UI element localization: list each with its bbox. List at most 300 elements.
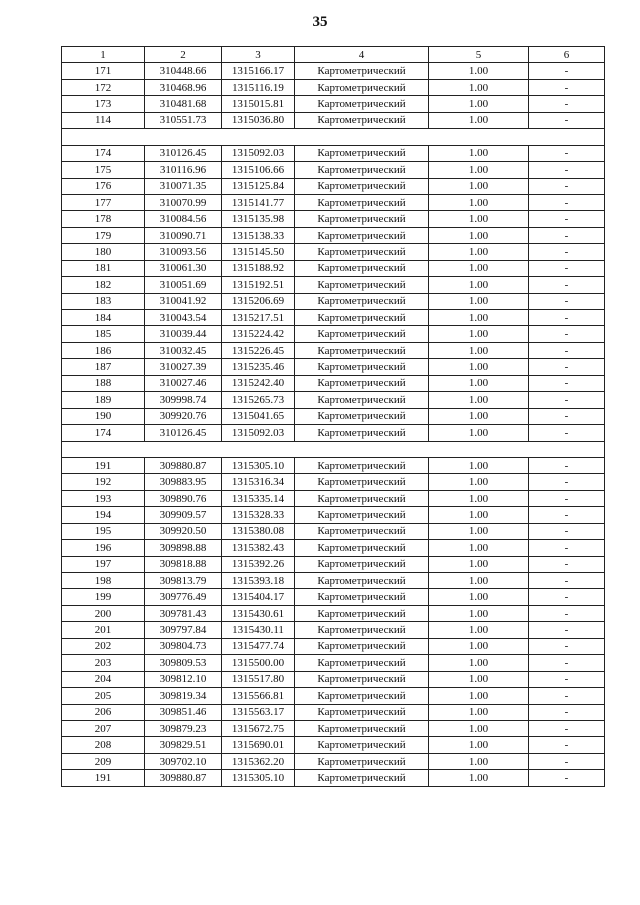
header-cell: 3: [222, 47, 295, 63]
table-cell: 171: [62, 63, 145, 79]
table-cell: 309920.50: [145, 523, 222, 539]
table-cell: -: [529, 425, 605, 441]
table-row: [62, 556, 605, 572]
table-cell: -: [529, 737, 605, 753]
table-cell: 1.00: [429, 96, 529, 112]
table-cell: 309920.76: [145, 408, 222, 424]
table-cell: -: [529, 408, 605, 424]
table-cell: -: [529, 178, 605, 194]
table-cell: 1.00: [429, 244, 529, 260]
table-cell: -: [529, 507, 605, 523]
table-cell: -: [529, 540, 605, 556]
table-cell: 309804.73: [145, 638, 222, 654]
table-row: [62, 425, 605, 441]
table-cell: Картометрический: [295, 540, 429, 556]
table-cell: 1315224.42: [222, 326, 295, 342]
table-cell: 1315316.34: [222, 474, 295, 490]
separator-row: [62, 129, 605, 145]
table-cell: -: [529, 145, 605, 161]
table-cell: Картометрический: [295, 211, 429, 227]
table-cell: 309781.43: [145, 605, 222, 621]
table-cell: Картометрический: [295, 720, 429, 736]
table-cell: 1.00: [429, 79, 529, 95]
table-cell: 172: [62, 79, 145, 95]
table-cell: 1315226.45: [222, 342, 295, 358]
table-cell: -: [529, 293, 605, 309]
table-cell: 1315092.03: [222, 425, 295, 441]
table-row: [62, 737, 605, 753]
table-cell: Картометрический: [295, 310, 429, 326]
table-cell: -: [529, 688, 605, 704]
table-cell: Картометрический: [295, 523, 429, 539]
table-cell: 310468.96: [145, 79, 222, 95]
table-cell: 1315242.40: [222, 375, 295, 391]
table-cell: -: [529, 359, 605, 375]
table-cell: 310041.92: [145, 293, 222, 309]
table-cell: Картометрический: [295, 605, 429, 621]
table-cell: 1.00: [429, 375, 529, 391]
table-cell: 1315380.08: [222, 523, 295, 539]
table-cell: 309702.10: [145, 753, 222, 769]
table-cell: 310093.56: [145, 244, 222, 260]
table-cell: 1315041.65: [222, 408, 295, 424]
table-row: [62, 457, 605, 473]
table-cell: Картометрический: [295, 375, 429, 391]
table-cell: 1.00: [429, 671, 529, 687]
table-row: [62, 244, 605, 260]
table-cell: 1315393.18: [222, 573, 295, 589]
table-cell: Картометрический: [295, 342, 429, 358]
table-cell: 175: [62, 162, 145, 178]
table-cell: 1315235.46: [222, 359, 295, 375]
table-cell: 1315305.10: [222, 770, 295, 786]
table-cell: 1315188.92: [222, 260, 295, 276]
table-cell: 192: [62, 474, 145, 490]
table-row: [62, 573, 605, 589]
table-cell: 1315092.03: [222, 145, 295, 161]
table-cell: 1315328.33: [222, 507, 295, 523]
table-cell: 180: [62, 244, 145, 260]
table-cell: 1315145.50: [222, 244, 295, 260]
table-cell: 191: [62, 770, 145, 786]
table-row: [62, 753, 605, 769]
table-cell: -: [529, 474, 605, 490]
table-cell: 202: [62, 638, 145, 654]
table-cell: 1.00: [429, 194, 529, 210]
table-cell: 1315430.61: [222, 605, 295, 621]
table-row: [62, 622, 605, 638]
table-cell: -: [529, 622, 605, 638]
table-cell: 1315166.17: [222, 63, 295, 79]
table-cell: -: [529, 79, 605, 95]
table-cell: -: [529, 244, 605, 260]
table-cell: 177: [62, 194, 145, 210]
table-cell: 1.00: [429, 589, 529, 605]
table-cell: 1.00: [429, 408, 529, 424]
table-cell: Картометрический: [295, 63, 429, 79]
table-cell: 1.00: [429, 770, 529, 786]
table-cell: -: [529, 96, 605, 112]
table-cell: Картометрический: [295, 474, 429, 490]
table-cell: 194: [62, 507, 145, 523]
table-row: [62, 655, 605, 671]
table-cell: 1.00: [429, 178, 529, 194]
table-row: [62, 589, 605, 605]
table-cell: -: [529, 638, 605, 654]
table-cell: 309776.49: [145, 589, 222, 605]
separator-cell: [62, 441, 605, 457]
table-row: [62, 704, 605, 720]
table-cell: Картометрический: [295, 178, 429, 194]
table-cell: 1.00: [429, 573, 529, 589]
header-cell: 6: [529, 47, 605, 63]
table-cell: 201: [62, 622, 145, 638]
table-cell: Картометрический: [295, 655, 429, 671]
table-cell: -: [529, 277, 605, 293]
table-cell: -: [529, 605, 605, 621]
table-header: [62, 47, 605, 63]
table-cell: 1.00: [429, 638, 529, 654]
table-row: [62, 211, 605, 227]
table-row: [62, 112, 605, 128]
table-cell: 176: [62, 178, 145, 194]
table-cell: Картометрический: [295, 753, 429, 769]
table-row: [62, 688, 605, 704]
table-cell: 179: [62, 227, 145, 243]
table-cell: 200: [62, 605, 145, 621]
table-row: [62, 605, 605, 621]
table-cell: 183: [62, 293, 145, 309]
table-cell: 195: [62, 523, 145, 539]
table-cell: Картометрический: [295, 260, 429, 276]
table-cell: 310448.66: [145, 63, 222, 79]
table-cell: 208: [62, 737, 145, 753]
table-cell: 1315265.73: [222, 392, 295, 408]
table-row: [62, 194, 605, 210]
table-row: [62, 638, 605, 654]
header-cell: 2: [145, 47, 222, 63]
table-cell: 309829.51: [145, 737, 222, 753]
table-cell: 1.00: [429, 507, 529, 523]
table-row: [62, 326, 605, 342]
table-row: [62, 227, 605, 243]
table-cell: 1315036.80: [222, 112, 295, 128]
table-cell: -: [529, 720, 605, 736]
table-row: [62, 260, 605, 276]
table-row: [62, 671, 605, 687]
table-cell: -: [529, 753, 605, 769]
table-cell: 1.00: [429, 425, 529, 441]
table-cell: -: [529, 770, 605, 786]
table-cell: 189: [62, 392, 145, 408]
table-cell: 114: [62, 112, 145, 128]
table-cell: 1.00: [429, 540, 529, 556]
table-cell: 1.00: [429, 63, 529, 79]
table-cell: 196: [62, 540, 145, 556]
table-cell: 191: [62, 457, 145, 473]
table-cell: 310070.99: [145, 194, 222, 210]
table-cell: 1.00: [429, 556, 529, 572]
table-cell: 1.00: [429, 342, 529, 358]
table-row: [62, 490, 605, 506]
table-cell: 1.00: [429, 277, 529, 293]
table-cell: -: [529, 523, 605, 539]
table-cell: Картометрический: [295, 770, 429, 786]
table-row: [62, 720, 605, 736]
table-cell: 1.00: [429, 704, 529, 720]
table-cell: 309890.76: [145, 490, 222, 506]
table-row: [62, 770, 605, 786]
table-cell: 1315192.51: [222, 277, 295, 293]
table-cell: 1.00: [429, 474, 529, 490]
table-cell: Картометрический: [295, 638, 429, 654]
table-row: [62, 178, 605, 194]
page-number: 35: [312, 14, 328, 30]
table-cell: 310481.68: [145, 96, 222, 112]
table-cell: 173: [62, 96, 145, 112]
table-cell: 204: [62, 671, 145, 687]
table-cell: 309812.10: [145, 671, 222, 687]
table-row: [62, 474, 605, 490]
table-cell: -: [529, 63, 605, 79]
table-cell: 1.00: [429, 688, 529, 704]
table-cell: 1.00: [429, 605, 529, 621]
table-cell: Картометрический: [295, 408, 429, 424]
table-row: [62, 540, 605, 556]
table-row: [62, 507, 605, 523]
table-cell: -: [529, 310, 605, 326]
table-cell: Картометрический: [295, 326, 429, 342]
table-cell: 1.00: [429, 753, 529, 769]
table-row: [62, 342, 605, 358]
table-cell: 310051.69: [145, 277, 222, 293]
table-cell: 1.00: [429, 227, 529, 243]
table-cell: 309880.87: [145, 457, 222, 473]
table-cell: 1315206.69: [222, 293, 295, 309]
table-row: [62, 79, 605, 95]
table-cell: Картометрический: [295, 194, 429, 210]
table-row: [62, 310, 605, 326]
table-cell: 309909.57: [145, 507, 222, 523]
table-row: [62, 408, 605, 424]
table-cell: 1315305.10: [222, 457, 295, 473]
table-cell: -: [529, 227, 605, 243]
table-cell: Картометрический: [295, 589, 429, 605]
table-cell: 1315116.19: [222, 79, 295, 95]
table-cell: -: [529, 260, 605, 276]
table-cell: Картометрический: [295, 556, 429, 572]
table-cell: Картометрический: [295, 737, 429, 753]
table-cell: -: [529, 490, 605, 506]
table-cell: 187: [62, 359, 145, 375]
table-cell: -: [529, 342, 605, 358]
table-cell: 174: [62, 145, 145, 161]
table-cell: 1.00: [429, 260, 529, 276]
table-cell: Картометрический: [295, 162, 429, 178]
table-cell: Картометрический: [295, 425, 429, 441]
table-cell: 1.00: [429, 392, 529, 408]
table-cell: 184: [62, 310, 145, 326]
separator-row: [62, 441, 605, 457]
table-cell: 1.00: [429, 457, 529, 473]
table-cell: 1.00: [429, 490, 529, 506]
table-cell: 1315335.14: [222, 490, 295, 506]
table-row: [62, 392, 605, 408]
table-cell: -: [529, 112, 605, 128]
table-cell: 310027.39: [145, 359, 222, 375]
table-cell: 1315392.26: [222, 556, 295, 572]
table-cell: 310039.44: [145, 326, 222, 342]
table-cell: 178: [62, 211, 145, 227]
table-cell: -: [529, 194, 605, 210]
table-cell: 193: [62, 490, 145, 506]
table-cell: 310126.45: [145, 425, 222, 441]
table-cell: 1.00: [429, 655, 529, 671]
table-cell: Картометрический: [295, 145, 429, 161]
table-cell: 1.00: [429, 112, 529, 128]
table-cell: Картометрический: [295, 293, 429, 309]
table-row: [62, 145, 605, 161]
table-cell: -: [529, 392, 605, 408]
table-cell: Картометрический: [295, 507, 429, 523]
table-cell: 1.00: [429, 310, 529, 326]
table-cell: 309898.88: [145, 540, 222, 556]
table-row: [62, 277, 605, 293]
table-cell: 1315672.75: [222, 720, 295, 736]
table-cell: 1.00: [429, 622, 529, 638]
table-cell: 209: [62, 753, 145, 769]
table-cell: 309809.53: [145, 655, 222, 671]
table-cell: 190: [62, 408, 145, 424]
table-cell: 174: [62, 425, 145, 441]
table-cell: 1315563.17: [222, 704, 295, 720]
table-cell: 309879.23: [145, 720, 222, 736]
table-cell: Картометрический: [295, 490, 429, 506]
table-cell: -: [529, 589, 605, 605]
table-cell: 310090.71: [145, 227, 222, 243]
table-cell: -: [529, 671, 605, 687]
table-cell: Картометрический: [295, 244, 429, 260]
table-cell: 181: [62, 260, 145, 276]
table-cell: -: [529, 375, 605, 391]
table-cell: 1315517.80: [222, 671, 295, 687]
table-cell: 309813.79: [145, 573, 222, 589]
table-cell: -: [529, 573, 605, 589]
table-cell: 310084.56: [145, 211, 222, 227]
table-cell: 1.00: [429, 359, 529, 375]
table-cell: 1315430.11: [222, 622, 295, 638]
table-cell: 1.00: [429, 737, 529, 753]
table-cell: 1315135.98: [222, 211, 295, 227]
table-cell: 310027.46: [145, 375, 222, 391]
table-cell: 1315141.77: [222, 194, 295, 210]
table-cell: -: [529, 162, 605, 178]
separator-cell: [62, 129, 605, 145]
table-cell: 185: [62, 326, 145, 342]
table-cell: 309883.95: [145, 474, 222, 490]
table-body: [62, 63, 605, 786]
table-cell: 1315382.43: [222, 540, 295, 556]
header-cell: 5: [429, 47, 529, 63]
table-cell: 1315500.00: [222, 655, 295, 671]
table-cell: 205: [62, 688, 145, 704]
table-cell: 1.00: [429, 211, 529, 227]
table-cell: 1315015.81: [222, 96, 295, 112]
table-cell: 1315138.33: [222, 227, 295, 243]
table-cell: -: [529, 326, 605, 342]
table-cell: 1.00: [429, 162, 529, 178]
table-cell: Картометрический: [295, 277, 429, 293]
table-cell: 310551.73: [145, 112, 222, 128]
table-cell: 182: [62, 277, 145, 293]
table-cell: 309818.88: [145, 556, 222, 572]
table-cell: Картометрический: [295, 622, 429, 638]
table-cell: 198: [62, 573, 145, 589]
table-cell: 1.00: [429, 720, 529, 736]
table-cell: 310061.30: [145, 260, 222, 276]
table-cell: Картометрический: [295, 392, 429, 408]
table-cell: Картометрический: [295, 671, 429, 687]
table-cell: 310043.54: [145, 310, 222, 326]
table-cell: 207: [62, 720, 145, 736]
table-cell: 197: [62, 556, 145, 572]
table-cell: Картометрический: [295, 457, 429, 473]
table-cell: -: [529, 457, 605, 473]
table-row: [62, 375, 605, 391]
table-cell: 1315362.20: [222, 753, 295, 769]
table-cell: 203: [62, 655, 145, 671]
table-cell: 1315404.17: [222, 589, 295, 605]
table-row: [62, 523, 605, 539]
table-cell: Картометрический: [295, 704, 429, 720]
table-cell: 310126.45: [145, 145, 222, 161]
table-cell: 309998.74: [145, 392, 222, 408]
table-cell: 188: [62, 375, 145, 391]
table-cell: 1315106.66: [222, 162, 295, 178]
header-row: [62, 47, 605, 63]
table-row: [62, 96, 605, 112]
table-cell: 309797.84: [145, 622, 222, 638]
table-cell: 309819.34: [145, 688, 222, 704]
table-cell: -: [529, 655, 605, 671]
table-row: [62, 293, 605, 309]
coordinates-table: [61, 46, 605, 787]
table-cell: -: [529, 704, 605, 720]
table-cell: 1315566.81: [222, 688, 295, 704]
header-cell: 1: [62, 47, 145, 63]
table-cell: 309851.46: [145, 704, 222, 720]
table-cell: -: [529, 211, 605, 227]
table-cell: 309880.87: [145, 770, 222, 786]
table-cell: -: [529, 556, 605, 572]
table-cell: 1315217.51: [222, 310, 295, 326]
table-cell: 310071.35: [145, 178, 222, 194]
table-cell: 1315477.74: [222, 638, 295, 654]
table-row: [62, 162, 605, 178]
table-cell: Картометрический: [295, 688, 429, 704]
table-cell: 199: [62, 589, 145, 605]
table-cell: Картометрический: [295, 96, 429, 112]
table-row: [62, 359, 605, 375]
table-cell: Картометрический: [295, 359, 429, 375]
table-cell: 1.00: [429, 523, 529, 539]
table-cell: 1315690.01: [222, 737, 295, 753]
table-cell: 206: [62, 704, 145, 720]
table-cell: 310032.45: [145, 342, 222, 358]
table-cell: 1.00: [429, 145, 529, 161]
table-cell: Картометрический: [295, 79, 429, 95]
table-cell: Картометрический: [295, 112, 429, 128]
